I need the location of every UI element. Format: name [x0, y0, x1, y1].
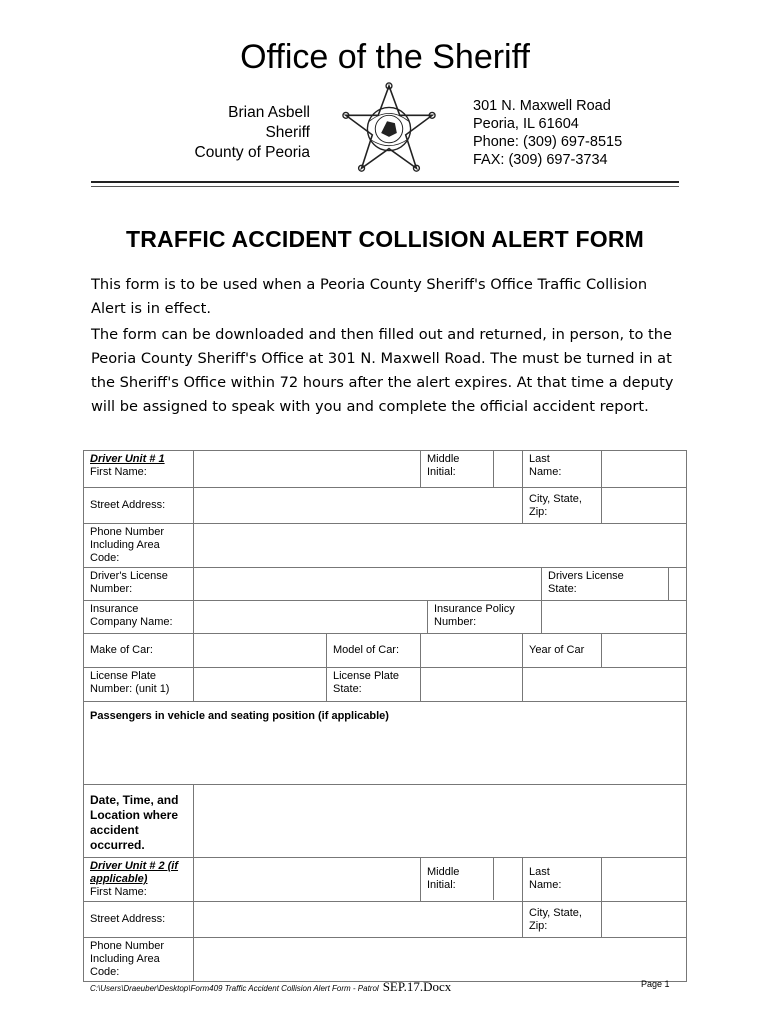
car-model-label: Model of Car:	[327, 634, 421, 668]
driver1-dl-label: Driver's License Number:	[84, 568, 194, 601]
sheriff-info	[150, 103, 310, 163]
sheriff-role: Sheriff	[265, 124, 310, 141]
plate-state-label: License Plate State:	[327, 668, 421, 702]
driver1-middle-field[interactable]	[494, 451, 522, 487]
phone-number: Phone: (309) 697-8515	[473, 134, 623, 150]
driver1-dl-state-label: Drivers License State:	[542, 568, 669, 601]
intro-paragraph: This form is to be used when a Peoria County Sheriff's Office Traffic Collision Alert is in effect.	[91, 276, 648, 317]
passengers-field[interactable]	[84, 702, 687, 785]
address-city: Peoria, IL 61604	[473, 116, 579, 132]
header-divider	[91, 181, 679, 187]
driver2-middle-label: Middle Initial:	[421, 858, 494, 900]
driver1-dl-state-field[interactable]	[669, 568, 687, 601]
page-number: Page 1	[641, 979, 670, 989]
date-time-location-field[interactable]	[194, 785, 687, 858]
driver2-phone-field[interactable]	[194, 938, 687, 982]
page-title: Office of the Sheriff	[240, 38, 530, 76]
driver1-phone-label: Phone Number Including Area Code:	[84, 524, 194, 568]
plate-number-label: License Plate Number: (unit 1)	[84, 668, 194, 702]
passengers-label: Passengers in vehicle and seating position (if applicable)	[90, 710, 389, 722]
plate-number-field[interactable]	[194, 668, 327, 702]
driver1-name-label: Driver Unit # 1 First Name:	[84, 451, 194, 488]
driver1-last-label: Last Name:	[523, 451, 602, 488]
driver2-city-field[interactable]	[602, 902, 687, 938]
driver1-policy-field[interactable]	[542, 601, 687, 634]
driver1-phone-field[interactable]	[194, 524, 687, 568]
collision-form	[83, 450, 687, 982]
date-time-location-label: Date, Time, and Location where accident occurred.	[84, 785, 194, 858]
driver2-last-label: Last Name:	[523, 858, 602, 902]
driver1-insurance-label: Insurance Company Name:	[84, 601, 194, 634]
driver2-name-label: Driver Unit # 2 (if applicable) First Name:	[84, 858, 194, 902]
driver1-street-label: Street Address:	[84, 488, 194, 524]
driver2-phone-label: Phone Number Including Area Code:	[84, 938, 194, 982]
driver1-middle-label: Middle Initial:	[421, 451, 494, 487]
driver2-street-field[interactable]	[194, 902, 523, 938]
car-year-field[interactable]	[602, 634, 687, 668]
office-address	[473, 97, 622, 169]
driver2-street-label: Street Address:	[84, 902, 194, 938]
sheriff-name: Brian Asbell	[228, 104, 310, 121]
driver1-street-field[interactable]	[194, 488, 523, 524]
driver2-city-label: City, State, Zip:	[523, 902, 602, 938]
county-name: County of Peoria	[194, 144, 310, 161]
fax-number: FAX: (309) 697-3734	[473, 152, 608, 168]
driver2-first-name-field[interactable]	[194, 858, 421, 902]
footer-file-path: C:\Users\Draeuber\Desktop\Form409 Traffic Accident Collision Alert Form - Patrol SEP.17.Docx	[90, 979, 452, 994]
car-make-field[interactable]	[194, 634, 327, 668]
driver1-city-label: City, State, Zip:	[523, 488, 602, 524]
form-title: TRAFFIC ACCIDENT COLLISION ALERT FORM	[125, 226, 645, 252]
footer-date: SEP.17.Docx	[382, 979, 452, 994]
sheriff-star-icon	[340, 81, 438, 181]
driver1-dl-field[interactable]	[194, 568, 542, 601]
driver1-first-name-field[interactable]	[194, 451, 421, 488]
plate-state-field[interactable]	[421, 668, 523, 702]
address-street: 301 N. Maxwell Road	[473, 98, 611, 114]
car-model-field[interactable]	[421, 634, 523, 668]
driver2-middle-field[interactable]	[494, 858, 522, 900]
driver1-insurance-field[interactable]	[194, 601, 428, 634]
driver1-policy-label: Insurance Policy Number:	[428, 601, 542, 634]
driver2-last-name-field[interactable]	[602, 858, 687, 902]
plate-extra-field[interactable]	[523, 668, 687, 702]
driver1-last-name-field[interactable]	[602, 451, 687, 488]
car-make-label: Make of Car:	[84, 634, 194, 668]
driver1-city-field[interactable]	[602, 488, 687, 524]
car-year-label: Year of Car	[523, 634, 602, 668]
instructions-paragraph: The form can be downloaded and then filled out and returned, in person, to the Peoria County Sheriff's Office at 301 N. Maxwell Road. The must be turned in at the Sheriff's Office within 72 hours after the alert expires. At that time a deputy will be assigned to speak with you and complete the official accident report.	[91, 326, 674, 415]
